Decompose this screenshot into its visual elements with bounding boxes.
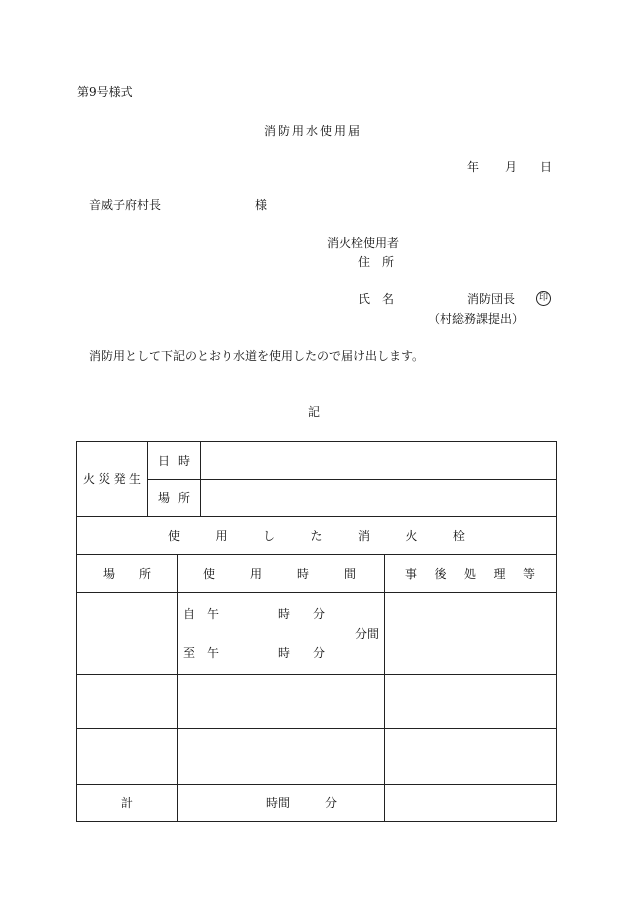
date-day: 日 xyxy=(540,160,553,174)
duration-minutes: 分間 xyxy=(355,627,380,641)
table-line xyxy=(76,821,557,822)
place-label: 場 所 xyxy=(158,491,190,505)
from-ampm: 午 xyxy=(207,607,220,621)
entry-aftercare-cell[interactable] xyxy=(388,595,553,671)
total-minutes: 分 xyxy=(325,796,338,810)
seal-mark: 印 xyxy=(536,291,551,306)
date-time-field[interactable] xyxy=(205,444,553,476)
table-line xyxy=(76,728,557,729)
from-hour: 時 xyxy=(278,607,291,621)
table-line xyxy=(556,441,557,822)
fire-occurrence-label: 火 災 発 生 xyxy=(83,472,141,486)
table-line xyxy=(76,674,557,675)
entry-time-cell[interactable] xyxy=(180,677,381,725)
date-time-label: 日 時 xyxy=(158,454,190,468)
date-year: 年 xyxy=(467,160,480,174)
total-label: 計 xyxy=(121,796,134,810)
total-hours: 時間 xyxy=(266,796,291,810)
honorific: 様 xyxy=(255,198,268,212)
table-line xyxy=(177,554,178,821)
col-usage-time-header: 使 用 時 間 xyxy=(203,567,356,581)
table-line xyxy=(384,554,385,821)
table-line xyxy=(76,554,557,555)
body-text: 消防用として下記のとおり水道を使用したので届け出します。 xyxy=(89,349,425,363)
entry-aftercare-cell[interactable] xyxy=(388,731,553,781)
address-label: 住 所 xyxy=(358,255,395,269)
entry-time-cell[interactable] xyxy=(180,731,381,781)
total-aftercare-cell[interactable] xyxy=(388,787,553,818)
chief-label: 消防団長 xyxy=(467,292,516,306)
hydrant-header: 使 用 し た 消 火 栓 xyxy=(168,529,465,543)
entry-place-cell[interactable] xyxy=(80,677,174,725)
form-title: 消防用水使用届 xyxy=(264,124,363,138)
table-line xyxy=(76,441,557,442)
table-line xyxy=(147,479,557,480)
table-line xyxy=(147,441,148,516)
entry-aftercare-cell[interactable] xyxy=(388,677,553,725)
table-line xyxy=(76,441,77,822)
table-line xyxy=(76,784,557,785)
to-hour: 時 xyxy=(278,646,291,660)
form-number: 第9号様式 xyxy=(77,85,133,99)
name-label: 氏 名 xyxy=(358,292,395,306)
ki-mark: 記 xyxy=(308,405,321,419)
table-line xyxy=(200,441,201,516)
entry-place-cell[interactable] xyxy=(80,595,174,671)
from-minute: 分 xyxy=(313,607,326,621)
from-label: 自 xyxy=(183,607,196,621)
addressee: 音威子府村長 xyxy=(89,198,162,212)
to-minute: 分 xyxy=(313,646,326,660)
entry-place-cell[interactable] xyxy=(80,731,174,781)
to-ampm: 午 xyxy=(207,646,220,660)
to-label: 至 xyxy=(183,646,196,660)
table-line xyxy=(76,516,557,517)
table-line xyxy=(76,592,557,593)
applicant-label: 消火栓使用者 xyxy=(327,236,400,250)
place-field[interactable] xyxy=(205,482,553,513)
submission-note: （村総務課提出） xyxy=(428,312,525,326)
col-aftercare-header: 事 後 処 理 等 xyxy=(405,567,535,581)
date-month: 月 xyxy=(505,160,518,174)
col-place-header: 場 所 xyxy=(103,567,151,581)
